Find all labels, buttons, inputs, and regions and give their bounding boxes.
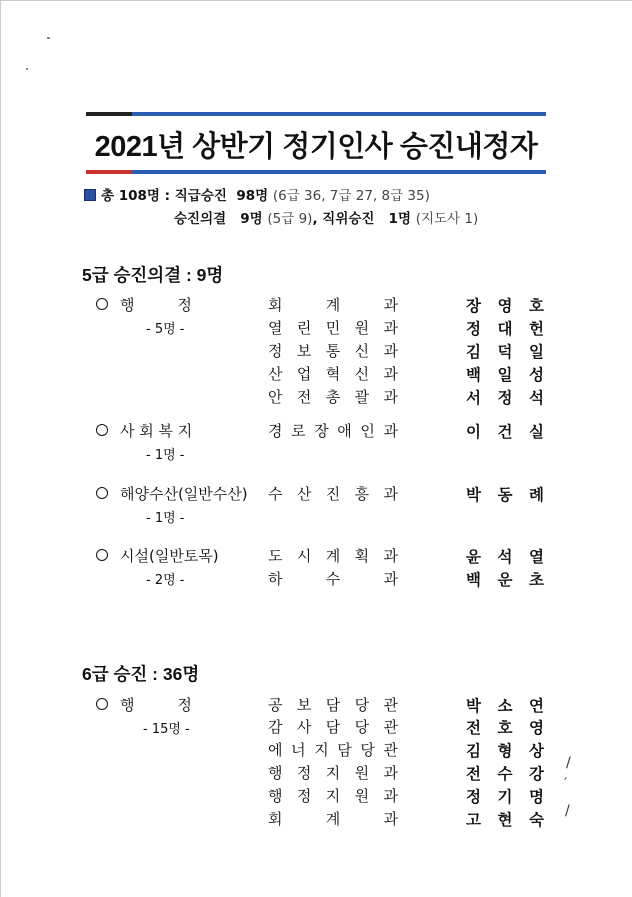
promotee-name-char: 정 [466, 320, 481, 338]
promotee-name [466, 386, 544, 408]
department [268, 762, 398, 783]
check-mark: / [566, 755, 571, 771]
promotee-name-char: 운 [497, 571, 513, 589]
department-char: 정 [296, 764, 312, 782]
department-char: 관 [383, 741, 398, 759]
department [268, 716, 398, 737]
promotee-name-char: 숙 [529, 811, 544, 829]
promotee-name [466, 420, 544, 442]
department-char: 에 [268, 741, 283, 759]
promotee-name [466, 762, 544, 784]
department-char: 관 [383, 718, 398, 736]
promotee-name-char: 호 [497, 719, 513, 737]
title-bottom-rule [86, 170, 546, 174]
promotee-name [466, 808, 544, 830]
promotee-name [466, 785, 544, 807]
department-char: 과 [383, 764, 398, 782]
department-char: 당 [360, 741, 375, 759]
job-category-label: 사 회 복 지 [120, 422, 193, 440]
promotee-name-char: 전 [466, 719, 481, 737]
promotee-name-char: 석 [497, 548, 513, 566]
department-char: 수 [325, 570, 341, 588]
department [268, 363, 398, 384]
department-char: 계 [325, 810, 341, 828]
promotee-name-char: 서 [466, 389, 481, 407]
category-count: - 5명 - [146, 322, 185, 337]
department [268, 568, 398, 589]
promotee-name-char: 호 [529, 297, 544, 315]
department-char: 담 [337, 741, 352, 759]
department-char: 원 [354, 319, 370, 337]
department-char: 담 [325, 696, 341, 714]
promotee-name [466, 739, 544, 761]
department [268, 808, 398, 829]
section-heading: 6급 승진 : 36명 [82, 664, 200, 684]
page-title: 2021년 상반기 정기인사 승진내정자 [94, 131, 538, 163]
promotee-name-char: 박 [466, 486, 481, 504]
promotee-name-char: 이 [466, 423, 481, 441]
circle-bullet-icon [96, 487, 108, 499]
department [268, 294, 398, 315]
promotee-name-char: 대 [497, 320, 513, 338]
job-category-label: 시설(일반토목) [120, 547, 219, 565]
department-char: 과 [383, 319, 398, 337]
promotee-name-char: 례 [529, 486, 544, 504]
check-mark: / [565, 803, 570, 819]
promotee-name-char: 형 [497, 742, 513, 760]
promotee-name-char: 장 [466, 297, 481, 315]
job-category-label: 행 정 [120, 696, 192, 714]
department [268, 317, 398, 338]
department-char: 총 [325, 388, 341, 406]
department-char: 신 [354, 365, 370, 383]
promotee-name-char: 박 [466, 697, 481, 715]
job-category [96, 420, 192, 441]
promotee-name [466, 340, 544, 362]
circle-bullet-icon [96, 298, 108, 310]
promotee-name-char: 강 [529, 765, 544, 783]
department-char: 도 [268, 547, 283, 565]
promotee-name-char: 일 [497, 366, 513, 384]
promotee-name-char: 연 [529, 697, 544, 715]
promotee-name-char: 명 [529, 788, 544, 806]
department-char: 획 [354, 547, 370, 565]
promotee-name-char: 영 [497, 297, 513, 315]
promotee-name-char: 실 [529, 423, 544, 441]
department-char: 애 [337, 422, 352, 440]
promotee-name-char: 초 [529, 571, 544, 589]
promotee-name [466, 545, 544, 567]
department-char: 과 [383, 787, 398, 805]
department-char: 과 [383, 388, 398, 406]
department-char: 당 [354, 718, 370, 736]
department-char: 보 [296, 696, 312, 714]
department-char: 회 [268, 810, 283, 828]
job-category [96, 483, 248, 504]
promotee-name-char: 백 [466, 366, 481, 384]
department-char: 정 [296, 787, 312, 805]
department-char: 인 [360, 422, 375, 440]
summary-position-detail: (지도사 1) [415, 211, 479, 227]
department-char: 과 [383, 547, 398, 565]
department-char: 사 [296, 718, 312, 736]
job-category [96, 545, 219, 566]
promotee-name-char: 성 [529, 366, 544, 384]
job-category-label: 해양수산(일반수산) [120, 485, 248, 503]
section-heading: 5급 승진의결 : 9명 [82, 265, 224, 285]
department-char: 산 [268, 365, 283, 383]
department-char: 원 [354, 764, 370, 782]
department-char: 혁 [325, 365, 341, 383]
department-char: 산 [296, 485, 312, 503]
department-char: 과 [383, 365, 398, 383]
promotee-name-char: 현 [497, 811, 513, 829]
department-char: 행 [268, 787, 283, 805]
promotee-name-char: 일 [529, 343, 544, 361]
department-char: 지 [325, 787, 341, 805]
department-char: 지 [314, 741, 329, 759]
title-top-rule [86, 112, 546, 116]
promotee-name-char: 정 [497, 389, 513, 407]
department [268, 386, 398, 407]
promotee-name-char: 열 [529, 548, 544, 566]
department-char: 과 [383, 570, 398, 588]
summary-grade-detail: (6급 36, 7급 27, 8급 35) [272, 188, 430, 204]
department-char: 장 [314, 422, 329, 440]
department [268, 694, 398, 715]
department-char: 통 [325, 342, 341, 360]
department-char: 과 [383, 342, 398, 360]
department-char: 보 [296, 342, 312, 360]
department-char: 정 [268, 342, 283, 360]
promotee-name-char: 상 [529, 742, 544, 760]
department-char: 전 [296, 388, 312, 406]
promotee-name-char: 석 [529, 389, 544, 407]
promotee-name [466, 694, 544, 716]
department-char: 당 [354, 696, 370, 714]
department [268, 420, 398, 441]
job-category-label: 행 정 [120, 296, 192, 314]
department [268, 739, 398, 760]
summary-resolution: 승진의결 9명 [174, 211, 263, 227]
department-char: 경 [268, 422, 283, 440]
category-count: - 1명 - [146, 511, 185, 526]
department-char: 하 [268, 570, 283, 588]
department-char: 진 [325, 485, 341, 503]
promotee-name-char: 백 [466, 571, 481, 589]
department-char: 괄 [354, 388, 370, 406]
department [268, 340, 398, 361]
department-char: 원 [354, 787, 370, 805]
circle-bullet-icon [96, 698, 108, 710]
promotee-name-char: 기 [497, 788, 513, 806]
department-char: 담 [325, 718, 341, 736]
department [268, 785, 398, 806]
promotee-name-char: 건 [497, 423, 513, 441]
department-char: 안 [268, 388, 283, 406]
department-char: 지 [325, 764, 341, 782]
job-category [96, 294, 192, 315]
category-count: - 2명 - [146, 573, 185, 588]
summary-line-2 [174, 207, 478, 227]
promotee-name-char: 소 [497, 697, 513, 715]
summary-line-1 [84, 184, 430, 204]
department-char: 민 [325, 319, 341, 337]
title-box [86, 112, 546, 174]
department-char: 과 [383, 296, 398, 314]
promotee-name [466, 317, 544, 339]
department-char: 과 [383, 810, 398, 828]
summary-resolution-detail: (5급 9) [267, 211, 313, 227]
department-char: 너 [291, 741, 306, 759]
department-char: 계 [325, 296, 341, 314]
square-bullet-icon [84, 189, 96, 201]
department-char: 공 [268, 696, 283, 714]
department-char: 로 [291, 422, 306, 440]
department-char: 업 [296, 365, 312, 383]
department-char: 린 [296, 319, 312, 337]
department-char: 흥 [354, 485, 370, 503]
department-char: 과 [383, 485, 398, 503]
department-char: 신 [354, 342, 370, 360]
promotee-name [466, 568, 544, 590]
promotee-name-char: 김 [466, 742, 481, 760]
promotee-name-char: 전 [466, 765, 481, 783]
promotee-name-char: 정 [466, 788, 481, 806]
summary-total: 총 108명 : 직급승진 98명 [101, 188, 269, 204]
department-char: 수 [268, 485, 283, 503]
promotee-name [466, 716, 544, 738]
promotee-name [466, 483, 544, 505]
department-char: 시 [296, 547, 312, 565]
department-char: 회 [268, 296, 283, 314]
department-char: 행 [268, 764, 283, 782]
department [268, 545, 398, 566]
department-char: 열 [268, 319, 283, 337]
department-char: 계 [325, 547, 341, 565]
promotee-name-char: 덕 [497, 343, 513, 361]
category-count: - 15명 - [143, 722, 190, 737]
department-char: 과 [383, 422, 398, 440]
promotee-name-char: 동 [497, 486, 513, 504]
promotee-name-char: 고 [466, 811, 481, 829]
promotee-name-char: 헌 [529, 320, 544, 338]
scan-speck [26, 68, 28, 70]
promotee-name [466, 294, 544, 316]
department-char: 관 [383, 696, 398, 714]
promotee-name [466, 363, 544, 385]
circle-bullet-icon [96, 424, 108, 436]
promotee-name-char: 김 [466, 343, 481, 361]
department-char: 감 [268, 718, 283, 736]
promotee-name-char: 수 [497, 765, 513, 783]
promotee-name-char: 윤 [466, 548, 481, 566]
scan-speck [47, 37, 50, 39]
category-count: - 1명 - [146, 448, 185, 463]
job-category [96, 694, 192, 715]
circle-bullet-icon [96, 549, 108, 561]
promotee-name-char: 영 [529, 719, 544, 737]
department [268, 483, 398, 504]
check-mark: ′ [564, 776, 568, 792]
summary-position: , 직위승진 1명 [312, 211, 411, 227]
